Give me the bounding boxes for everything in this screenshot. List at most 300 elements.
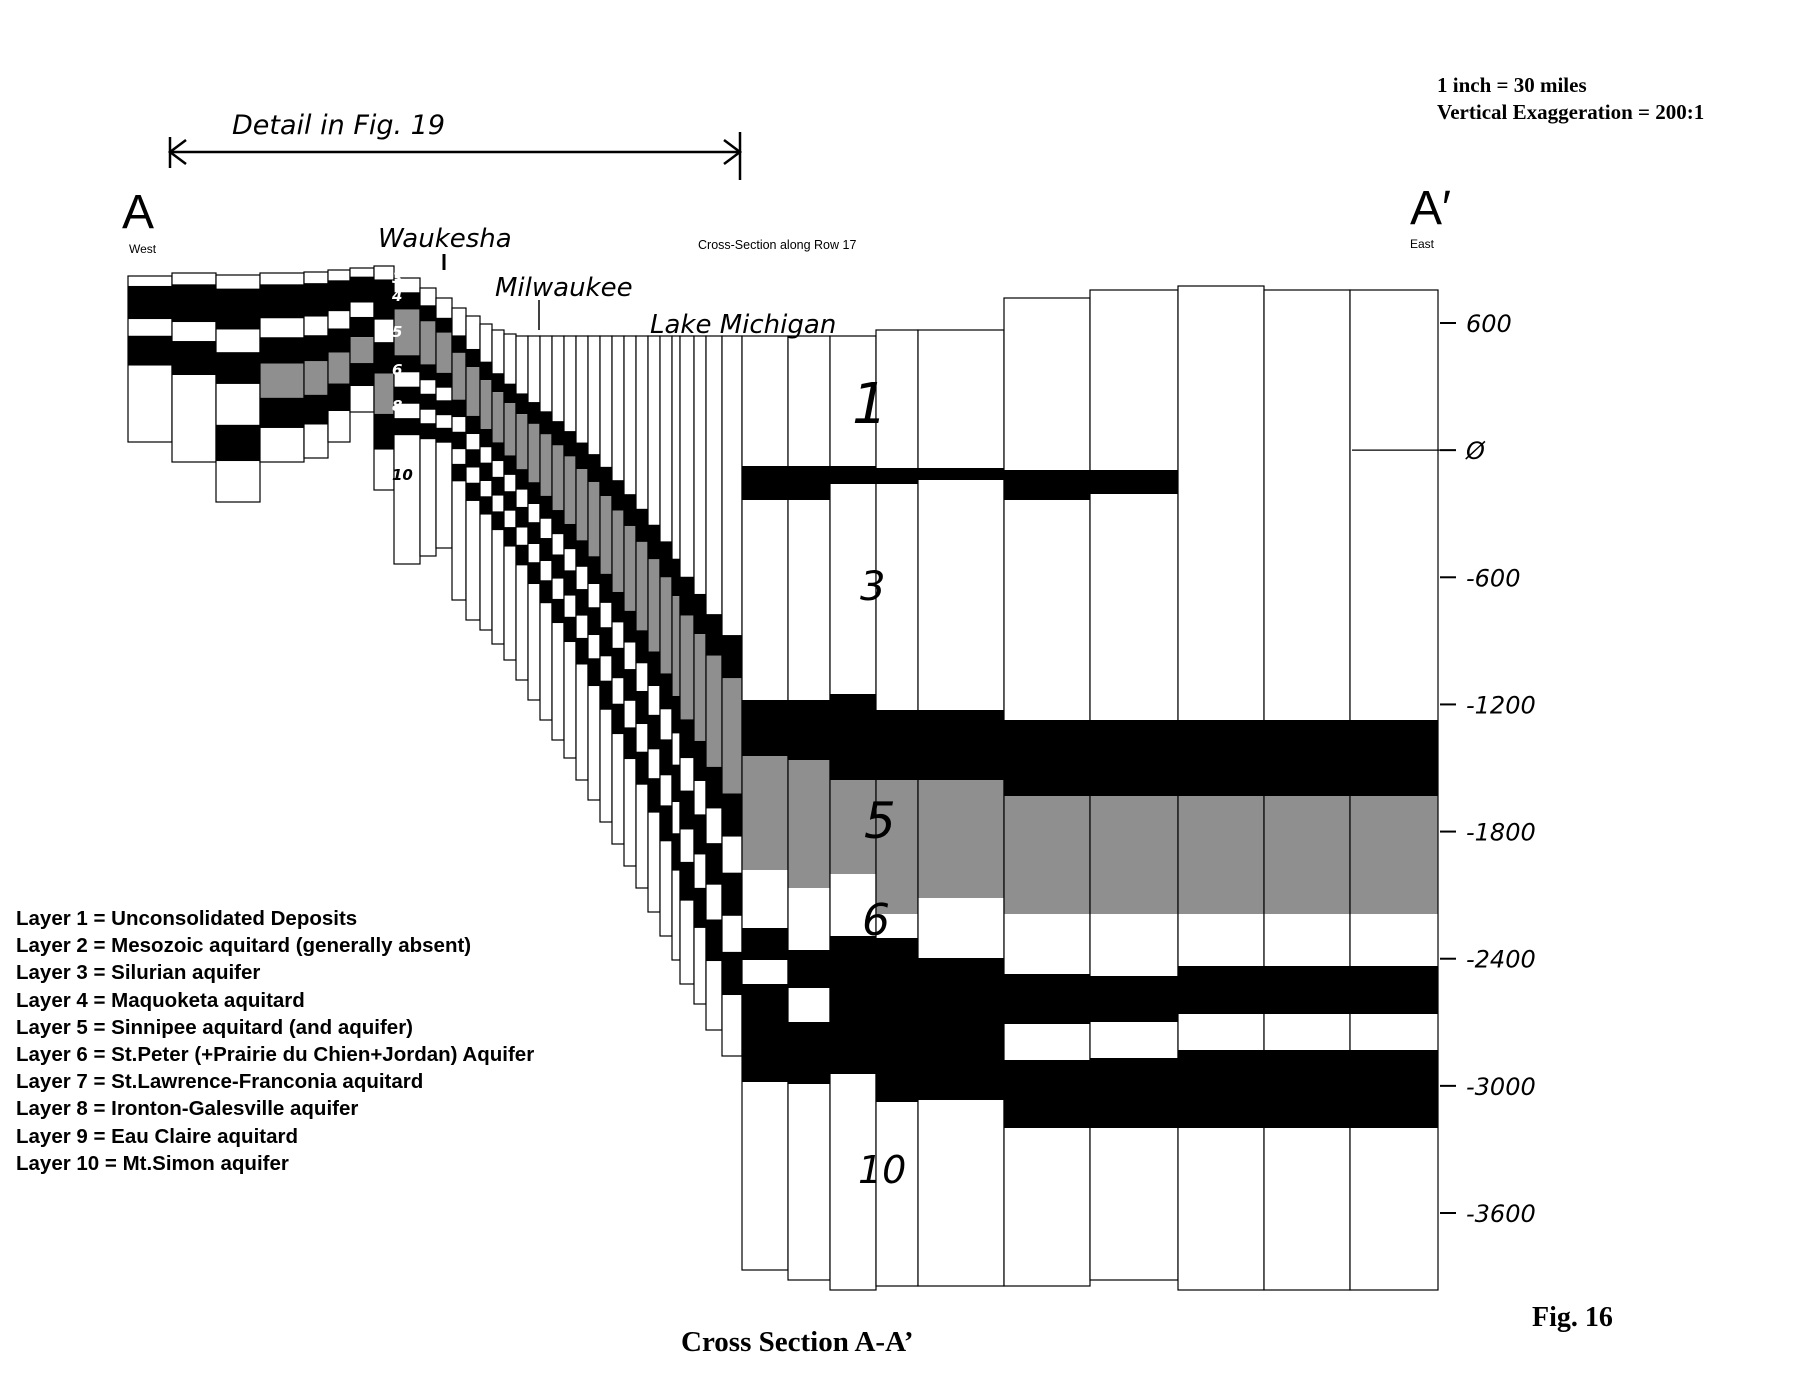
layer-column <box>540 336 552 720</box>
layer-column <box>742 336 788 1270</box>
layer-band <box>552 623 564 740</box>
layer-band <box>624 759 636 866</box>
layer-band <box>540 411 552 434</box>
layer-band <box>706 614 722 656</box>
layer-band <box>552 534 564 554</box>
layer-band <box>660 541 672 577</box>
layer-band <box>706 919 722 961</box>
layer-column <box>694 336 706 1004</box>
layer-band <box>648 813 660 912</box>
layer-band <box>504 403 516 455</box>
axis-tick-label: -600 <box>1466 564 1521 593</box>
layer-band <box>612 734 624 844</box>
layer-band <box>742 466 788 500</box>
layer-band <box>1264 1014 1350 1050</box>
layer-band <box>528 584 540 700</box>
layer-column <box>1264 290 1350 1290</box>
layer-band <box>706 656 722 767</box>
layer-band <box>1350 290 1438 456</box>
layer-band <box>624 494 636 526</box>
layer-band <box>492 442 504 461</box>
detail-note: Detail in Fig. 19 <box>232 110 446 141</box>
layer-band <box>788 950 830 988</box>
layer-band <box>540 496 552 519</box>
layer-band <box>660 805 672 841</box>
layer-band <box>830 466 876 484</box>
layer-number-6: 6 <box>862 895 890 946</box>
layer-band <box>722 635 742 678</box>
layer-column <box>552 336 564 740</box>
layer-number-10: 10 <box>858 1148 907 1192</box>
layer-band <box>480 380 492 429</box>
legend-item: Layer 9 = Eau Claire aquitard <box>16 1124 298 1148</box>
layer-band <box>350 268 374 277</box>
layer-band <box>452 353 466 400</box>
layer-band <box>600 574 612 603</box>
layer-band <box>172 273 216 284</box>
layer-band <box>260 337 304 363</box>
layer-column <box>128 276 172 442</box>
layer-column <box>436 298 452 548</box>
layer-band <box>350 277 374 303</box>
layer-band <box>504 455 516 475</box>
layer-column <box>788 336 830 1280</box>
layer-column <box>216 275 260 502</box>
layer-band <box>1004 1024 1090 1060</box>
layer-column <box>420 288 436 556</box>
layer-band <box>636 542 648 630</box>
layer-band <box>680 719 694 758</box>
layer-band <box>436 443 452 548</box>
axis-tick-label: -3600 <box>1466 1200 1536 1228</box>
layer-band <box>694 741 706 781</box>
layer-band <box>612 704 624 734</box>
layer-band <box>830 694 876 780</box>
layer-band <box>564 642 576 758</box>
layer-band <box>722 995 742 1056</box>
layer-band <box>394 418 420 435</box>
layer-band <box>788 988 830 1022</box>
layer-band <box>564 617 576 642</box>
layer-column <box>516 336 528 680</box>
layer-band <box>374 414 394 450</box>
layer-band <box>788 1022 830 1084</box>
layer-column <box>1004 298 1090 1286</box>
layer-band <box>216 275 260 289</box>
layer-band <box>328 328 350 352</box>
layer-band <box>480 496 492 514</box>
layer-band <box>1090 796 1178 914</box>
layer-band <box>1264 966 1350 1014</box>
layer-band <box>1350 796 1438 914</box>
layer-band <box>480 463 492 481</box>
layer-band <box>600 710 612 822</box>
layer-band <box>374 374 394 414</box>
layer-column <box>722 336 742 1056</box>
layer-band <box>304 425 328 458</box>
layer-band <box>918 468 1004 480</box>
section-end-label: A′ <box>1410 182 1452 235</box>
section-start-label: A <box>122 186 155 239</box>
layer-band <box>328 311 350 328</box>
layer-column <box>350 268 374 412</box>
small-layer-number-10: 10 <box>392 466 413 484</box>
layer-column <box>394 278 420 564</box>
layer-band <box>660 709 672 739</box>
layer-band <box>672 696 680 733</box>
layer-band <box>694 888 706 928</box>
layer-band <box>588 686 600 800</box>
layer-band <box>260 318 304 337</box>
layer-band <box>552 599 564 623</box>
layer-band <box>304 335 328 361</box>
layer-band <box>1350 966 1438 1014</box>
layer-band <box>660 739 672 775</box>
layer-band <box>260 364 304 398</box>
layer-band <box>742 984 788 1020</box>
layer-band <box>1264 456 1350 720</box>
layer-band <box>600 603 612 627</box>
layer-band <box>788 760 830 888</box>
layer-band <box>552 336 564 421</box>
layer-band <box>420 423 436 439</box>
layer-band <box>420 394 436 410</box>
layer-band <box>128 286 172 319</box>
layer-band <box>600 496 612 574</box>
layer-band <box>260 398 304 428</box>
layer-band <box>492 496 504 512</box>
layer-band <box>624 643 636 670</box>
layer-band <box>466 416 480 434</box>
layer-band <box>672 871 680 960</box>
layer-band <box>1350 456 1438 720</box>
layer-band <box>918 480 1004 710</box>
layer-band <box>1178 966 1264 1014</box>
layer-band <box>436 373 452 388</box>
layer-band <box>552 554 564 578</box>
layer-band <box>128 276 172 286</box>
layer-band <box>722 952 742 995</box>
layer-number-5: 5 <box>864 792 896 850</box>
layer-band <box>350 303 374 317</box>
layer-band <box>742 756 788 870</box>
layer-band <box>420 321 436 364</box>
layer-band <box>436 333 452 373</box>
layer-band <box>588 658 600 686</box>
layer-band <box>680 336 694 577</box>
layer-band <box>540 561 552 580</box>
layer-band <box>672 802 680 833</box>
layer-band <box>742 960 788 984</box>
legend-item: Layer 5 = Sinnipee aquitard (and aquifer) <box>16 1015 413 1039</box>
axis-tick-label: 600 <box>1466 310 1512 338</box>
layer-band <box>694 781 706 814</box>
layer-band <box>706 961 722 1030</box>
layer-band <box>918 958 1004 998</box>
layer-band <box>660 577 672 673</box>
layer-band <box>492 511 504 530</box>
layer-band <box>788 466 830 500</box>
layer-band <box>660 841 672 936</box>
layer-column <box>374 266 394 490</box>
layer-band <box>588 454 600 482</box>
axis-tick-label: -3000 <box>1466 1072 1536 1101</box>
layer-band <box>612 511 624 592</box>
layer-band <box>452 400 466 418</box>
layer-band <box>672 833 680 870</box>
layer-band <box>706 885 722 920</box>
layer-band <box>516 507 528 528</box>
layer-band <box>1350 1014 1438 1050</box>
layer-band <box>452 464 466 482</box>
layer-band <box>516 545 528 566</box>
layer-band <box>528 562 540 584</box>
layer-band <box>694 854 706 887</box>
layer-band <box>588 584 600 607</box>
layer-band <box>452 308 466 335</box>
layer-band <box>1004 914 1090 974</box>
layer-band <box>588 482 600 556</box>
layer-band <box>492 330 504 373</box>
layer-band <box>918 898 1004 958</box>
layer-band <box>420 288 436 305</box>
layer-column <box>304 272 328 458</box>
layer-band <box>436 428 452 443</box>
layer-band <box>516 565 528 680</box>
layer-band <box>260 284 304 318</box>
layer-band <box>420 410 436 423</box>
layer-band <box>216 329 260 352</box>
layer-band <box>742 1020 788 1082</box>
scale-note <box>1437 72 1704 126</box>
layer-band <box>480 447 492 462</box>
layer-band <box>540 538 552 561</box>
layer-band <box>528 336 540 402</box>
layer-column <box>480 324 492 630</box>
layer-band <box>128 319 172 336</box>
layer-band <box>742 336 788 466</box>
layer-band <box>564 549 576 570</box>
layer-band <box>576 567 588 589</box>
layer-band <box>260 273 304 284</box>
layer-band <box>680 577 694 616</box>
layer-band <box>480 481 492 496</box>
figure-caption: Cross Section A-A’ <box>681 1326 914 1358</box>
layer-column <box>612 336 624 844</box>
layer-band <box>328 280 350 311</box>
layer-band <box>452 481 466 600</box>
layer-band <box>680 829 694 861</box>
layer-band <box>672 336 680 559</box>
layer-band <box>600 336 612 467</box>
layer-band <box>576 616 588 638</box>
layer-band <box>1004 470 1090 500</box>
layer-column <box>466 316 480 620</box>
layer-band <box>588 336 600 454</box>
layer-band <box>624 336 636 494</box>
layer-band <box>260 428 304 462</box>
layer-band <box>350 386 374 412</box>
place-waukesha: Waukesha <box>378 224 512 254</box>
layer-band <box>636 630 648 663</box>
layer-band <box>540 519 552 538</box>
layer-band <box>304 317 328 336</box>
layer-band <box>1004 1060 1090 1128</box>
layer-band <box>540 580 552 603</box>
layer-band <box>624 526 636 611</box>
layer-band <box>466 449 480 467</box>
layer-column <box>576 336 588 780</box>
legend-item: Layer 2 = Mesozoic aquitard (generally absent) <box>16 934 472 958</box>
layer-number-1: 1 <box>852 372 888 437</box>
layer-band <box>576 540 588 567</box>
layer-column <box>680 336 694 984</box>
layer-band <box>600 467 612 496</box>
layer-band <box>492 392 504 442</box>
layer-band <box>636 785 648 888</box>
layer-band <box>742 1082 788 1270</box>
layer-band <box>1264 1050 1350 1128</box>
layer-band <box>576 443 588 470</box>
layer-band <box>420 364 436 380</box>
layer-band <box>216 289 260 330</box>
layer-band <box>528 504 540 522</box>
layer-band <box>636 691 648 724</box>
layer-band <box>328 353 350 384</box>
layer-column <box>564 336 576 758</box>
layer-band <box>706 767 722 809</box>
layer-band <box>706 843 722 885</box>
layer-band <box>722 678 742 793</box>
layer-band <box>742 700 788 756</box>
layer-band <box>624 727 636 759</box>
layer-band <box>374 266 394 279</box>
layer-band <box>350 363 374 386</box>
layer-band <box>466 316 480 349</box>
layer-band <box>350 337 374 363</box>
layer-column <box>492 330 504 644</box>
legend-item: Layer 3 = Silurian aquifer <box>16 961 261 985</box>
layer-band <box>480 429 492 447</box>
layer-band <box>540 434 552 495</box>
layer-band <box>680 791 694 830</box>
layer-band <box>706 808 722 843</box>
layer-band <box>528 544 540 562</box>
layer-band <box>172 284 216 322</box>
layer-band <box>1004 720 1090 796</box>
section-subtitle: Cross-Section along Row 17 <box>698 238 857 252</box>
layer-band <box>1090 1058 1178 1128</box>
layer-band <box>612 592 624 622</box>
layer-band <box>466 367 480 416</box>
layer-band <box>918 780 1004 898</box>
layer-band <box>552 445 564 510</box>
layer-band <box>648 559 660 651</box>
axis-tick-label: -1200 <box>1466 691 1536 720</box>
layer-band <box>648 651 660 686</box>
layer-band <box>576 589 588 616</box>
layer-column <box>328 270 350 442</box>
layer-band <box>374 320 394 342</box>
layer-band <box>466 434 480 449</box>
layer-band <box>540 603 552 720</box>
place-milwaukee: Milwaukee <box>495 273 633 303</box>
layer-band <box>1178 796 1264 914</box>
place-lake-michigan: Lake Michigan <box>650 310 837 340</box>
layer-band <box>636 336 648 509</box>
layer-band <box>516 393 528 414</box>
layer-column <box>636 336 648 888</box>
small-layer-number-5: 5 <box>392 323 403 341</box>
layer-band <box>528 402 540 424</box>
layer-band <box>672 559 680 596</box>
layer-band <box>516 528 528 545</box>
layer-band <box>680 758 694 790</box>
layer-band <box>624 611 636 643</box>
layer-band <box>436 318 452 333</box>
axis-tick-label: -1800 <box>1466 818 1536 847</box>
layer-band <box>648 778 660 813</box>
layer-band <box>1350 720 1438 796</box>
layer-band <box>1178 1050 1264 1128</box>
layer-band <box>876 468 918 484</box>
layer-band <box>648 715 660 750</box>
layer-band <box>612 480 624 510</box>
layer-band <box>480 362 492 380</box>
layer-band <box>452 417 466 432</box>
layer-column <box>706 336 722 1030</box>
layer-band <box>612 622 624 647</box>
layer-band <box>648 686 660 715</box>
layer-band <box>216 352 260 384</box>
layer-band <box>492 530 504 644</box>
layer-band <box>394 435 420 564</box>
layer-band <box>304 272 328 283</box>
vertical-exaggeration-line: Vertical Exaggeration = 200:1 <box>1437 100 1705 124</box>
layer-band <box>328 411 350 442</box>
layer-band <box>1178 720 1264 796</box>
layer-band <box>918 998 1004 1100</box>
layer-band <box>1178 456 1264 720</box>
layer-band <box>1264 796 1350 914</box>
layer-band <box>492 373 504 392</box>
layer-band <box>504 334 516 384</box>
layer-band <box>742 500 788 700</box>
scale-line: 1 inch = 30 miles <box>1437 73 1587 97</box>
layer-number-3: 3 <box>860 564 886 610</box>
layer-band <box>660 336 672 541</box>
layer-band <box>660 673 672 709</box>
legend-item: Layer 6 = St.Peter (+Prairie du Chien+Jordan) Aquifer <box>16 1043 535 1067</box>
layer-band <box>636 724 648 752</box>
layer-column <box>648 336 660 912</box>
layer-band <box>1178 286 1264 456</box>
layer-band <box>600 681 612 710</box>
layer-band <box>722 837 742 873</box>
layer-band <box>480 515 492 630</box>
layer-band <box>648 749 660 778</box>
layer-band <box>636 509 648 542</box>
layer-band <box>576 638 588 665</box>
layer-band <box>564 431 576 456</box>
layer-band <box>492 477 504 496</box>
layer-band <box>528 482 540 504</box>
layer-band <box>452 335 466 353</box>
layer-band <box>466 349 480 367</box>
axis-tick-label: -2400 <box>1466 945 1536 974</box>
layer-band <box>1178 914 1264 966</box>
small-layer-number-4: 4 <box>392 287 403 305</box>
